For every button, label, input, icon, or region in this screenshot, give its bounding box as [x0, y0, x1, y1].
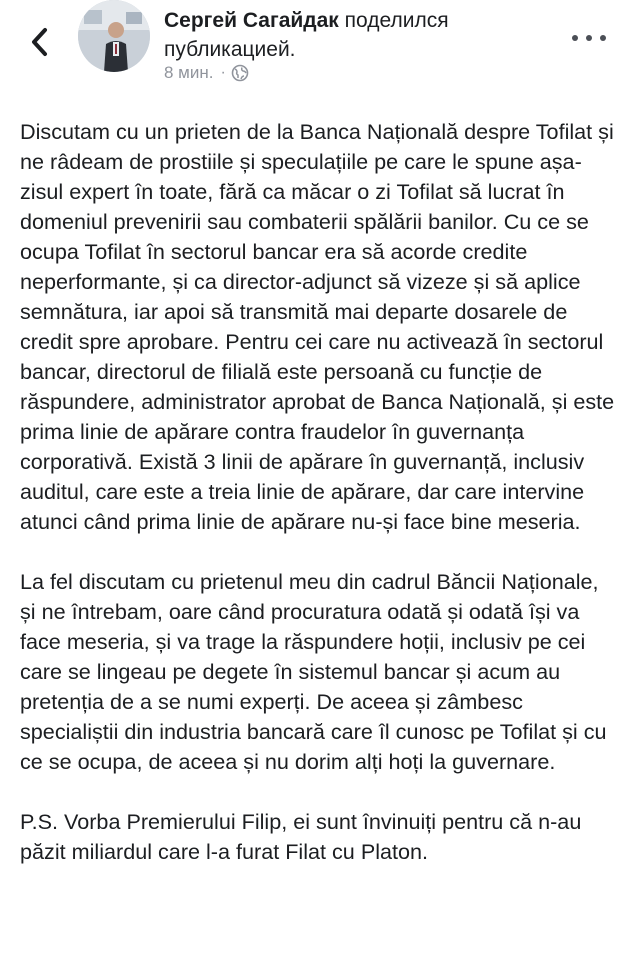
post-meta: [164, 63, 249, 83]
post-body: [20, 117, 620, 867]
more-dot-icon: [586, 35, 592, 41]
post-timestamp[interactable]: 8 мин.: [164, 63, 214, 82]
post-header: [0, 0, 632, 100]
back-button[interactable]: [22, 24, 58, 60]
more-options-button[interactable]: [572, 28, 606, 48]
post-paragraph: Discutam cu un prieten de la Banca Națională despre Tofilat și ne râdeam de prostiile și speculațiile pe care le spune așa-zisul expert în toate, fără ca măcar o zi Tofilat să lucrat în domeniul prevenirii sau combaterii spălării banilor. Cu ce se ocupa Tofilat în sectorul bancar era să acorde credite neperformante, și ca director-adjunct să vizeze și să aplice semnătura, iar apoi să transmită mai departe dosarele de credit spre aprobare. Pentru cei care nu activează în sectorul bancar, directorul de filială este persoană cu funcție de răspundere, administrator aprobat de Banca Națională, și este prima linie de apărare contra fraudelor în guvernanța corporativă. Există 3 linii de apărare în guvernanță, inclusiv auditul, care este a treia linie de apărare, dar care intervine atunci când prima linie de apărare nu-și face bine meseria.: [20, 119, 615, 534]
globe-icon[interactable]: [231, 64, 249, 82]
more-dot-icon: [572, 35, 578, 41]
more-dot-icon: [600, 35, 606, 41]
post-paragraph: P.S. Vorba Premierului Filip, ei sunt învinuiți pentru că n-au păzit miliardul care l-a furat Filat cu Platon.: [20, 809, 582, 864]
post-paragraph: La fel discutam cu prietenul meu din cadrul Băncii Naționale, și ne întrebam, oare când procuratura odată și odată își va face meseria, și va trage la răspundere hoții, inclusiv pe cei care se lingeau pe degete în sistemul bancar și acum au pretenția de a se numi experți. De aceea și zâmbesc specialiștii din industria bancară care îl cunosc pe Tofilat și cu ce se ocupa, de aceea și nu dorim alți hoți la guvernare.: [20, 569, 607, 774]
meta-separator: ·: [220, 64, 226, 81]
chevron-left-icon: [30, 26, 50, 58]
avatar-image: [78, 0, 150, 72]
author-name[interactable]: Сергей Сагайдак: [164, 9, 339, 32]
avatar[interactable]: [78, 0, 150, 72]
share-action-text: поделился публикацией.: [164, 9, 449, 61]
author-line: [164, 6, 564, 64]
